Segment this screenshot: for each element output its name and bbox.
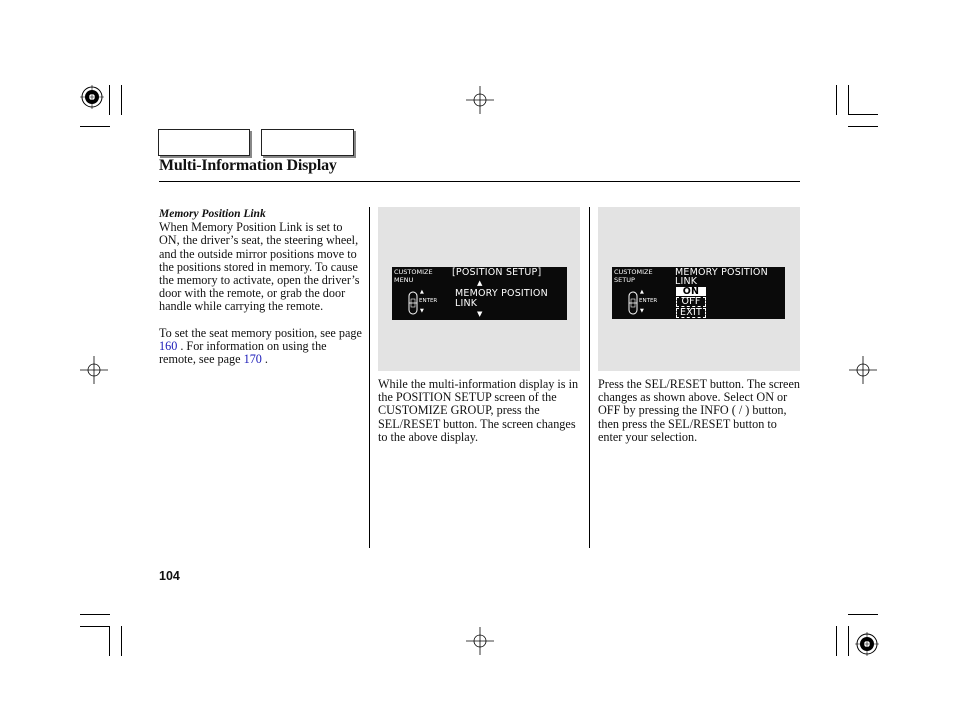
knob-icon [628, 291, 638, 319]
menu-item: MEMORY POSITION [455, 288, 548, 299]
screen-heading: LINK [675, 276, 698, 287]
display-illustration-1 [378, 207, 580, 371]
column-divider [369, 207, 370, 548]
caption-2 [598, 378, 802, 444]
crosshair-icon [466, 627, 494, 655]
option-exit: EXIT [676, 308, 706, 318]
caption-1 [378, 378, 582, 444]
display-illustration-2 [598, 207, 800, 371]
registration-target-icon [855, 632, 879, 656]
page-number: 104 [159, 569, 180, 583]
option-off: OFF [676, 297, 706, 307]
page-link-170[interactable]: 170 [243, 352, 262, 367]
up-arrow-icon: ▲ [420, 289, 424, 295]
header-tab-2[interactable] [261, 129, 354, 156]
option-on: ON [676, 287, 706, 296]
screen-heading: MEMORY POSITION [675, 267, 768, 278]
down-arrow-icon: ▼ [477, 310, 483, 318]
text-span: . For information on using the remote, see page [159, 338, 327, 367]
crosshair-icon [466, 86, 494, 114]
title-rule [159, 181, 800, 182]
column-divider [589, 207, 590, 548]
menu-item: LINK [455, 298, 478, 309]
crosshair-icon [849, 356, 877, 384]
section-subheading: Memory Position Link [159, 208, 266, 220]
knob-icon [408, 291, 418, 319]
screen-heading: [POSITION SETUP] [452, 267, 542, 278]
registration-target-icon [80, 85, 104, 109]
caption-text: While the multi-information display is in the POSITION SETUP screen of the CUSTOMIZE GROUP, press the SEL/RESET button. The screen changes to the above display. [378, 377, 579, 444]
up-arrow-icon: ▲ [640, 289, 644, 295]
crosshair-icon [80, 356, 108, 384]
down-arrow-icon: ▼ [420, 308, 424, 314]
enter-label: ENTER [639, 298, 658, 304]
display-screen [612, 267, 785, 319]
side-label: CUSTOMIZE [614, 268, 653, 276]
page-link-160[interactable]: 160 [159, 338, 178, 353]
page-title: Multi-Information Display [159, 157, 337, 174]
column-1 [159, 208, 363, 366]
display-screen [392, 267, 567, 320]
side-label: SETUP [614, 276, 635, 284]
side-label: CUSTOMIZE [394, 268, 433, 276]
side-label: MENU [394, 276, 414, 284]
header-tab-1[interactable] [158, 129, 250, 156]
down-arrow-icon: ▼ [640, 308, 644, 314]
paragraph-memory-link: When Memory Position Link is set to ON, the driver’s seat, the steering wheel, and the outside mirror positions move to the positions stored in memory. To cause the memory to activate, open the driver’s door with the remote, or grab the door handle while carrying the remote. [159, 220, 360, 314]
text-span: To set the seat memory position, see page [159, 325, 362, 340]
up-arrow-icon: ▲ [477, 279, 483, 287]
enter-label: ENTER [419, 298, 438, 304]
text-span: . [261, 352, 268, 367]
paragraph-references [159, 327, 363, 367]
caption-text: Press the SEL/RESET button. The screen changes as shown above. Select ON or OFF by pressing the INFO ( / ) button, then press the SEL/RESET button to enter your selection. [598, 377, 800, 444]
